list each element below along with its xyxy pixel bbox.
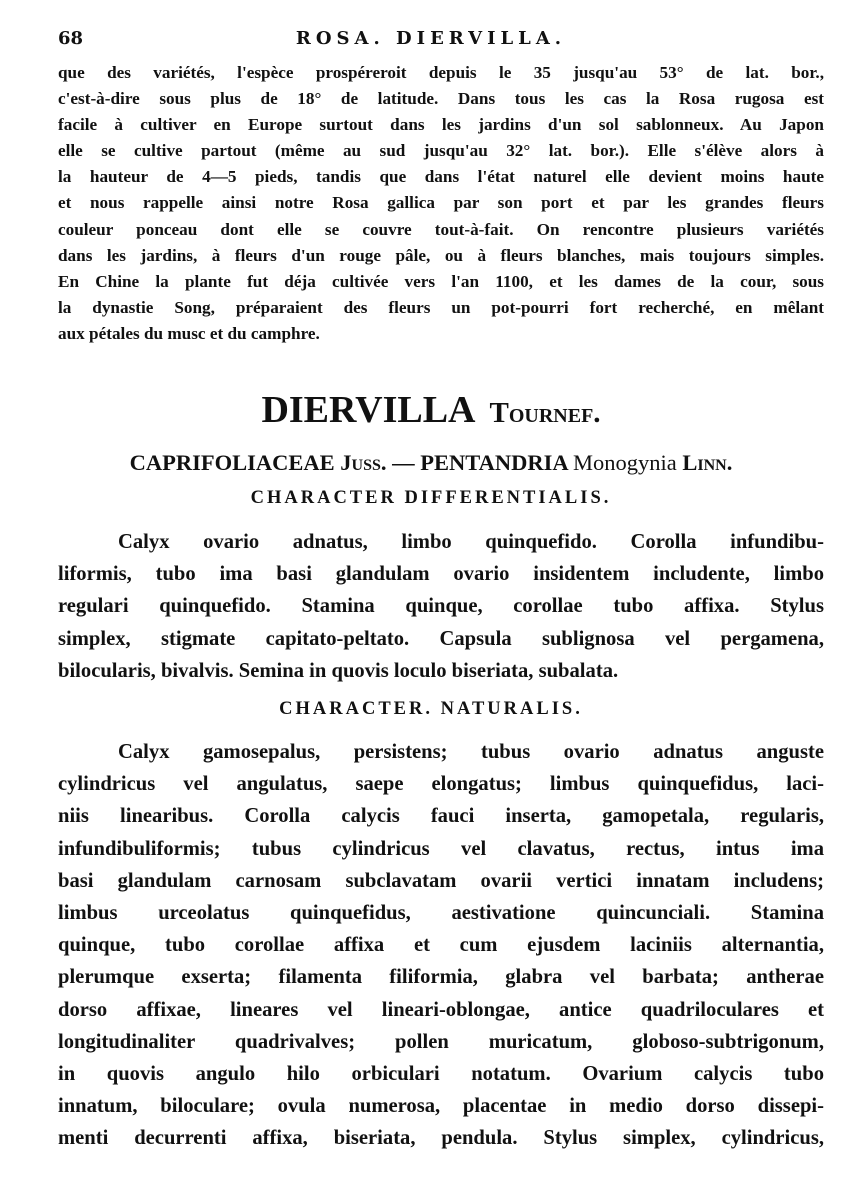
text-line: En Chine la plante fut déja cultivée vers l'an 1100, et les dames de la cour, sous	[58, 271, 824, 291]
text-line: facile à cultiver en Europe surtout dans les jardins d'un sol sablonneux. Au Japon	[58, 115, 824, 135]
text-line: et nous rappelle ainsi notre Rosa gallica par son port et par les grandes fleurs	[58, 193, 824, 213]
page-header	[58, 28, 804, 50]
genus-author: Tournef.	[489, 397, 601, 429]
text-line: Calyx ovario adnatus, limbo quinquefido. Corolla infundibu-	[118, 531, 824, 553]
text-line: plerumque exserta; filamenta filiformia, glabra vel barbata; antherae	[58, 966, 824, 989]
text-line: dorso affixae, lineares vel lineari-oblongae, antice quadriloculares et	[58, 998, 824, 1021]
text-line: Calyx gamosepalus, persistens; tubus ovario adnatus anguste	[118, 741, 824, 763]
text-line: la hauteur de 4—5 pieds, tandis que dans l'état naturel elle devient moins haute	[58, 167, 824, 187]
linnaean-class: PENTANDRIA	[420, 450, 568, 475]
linnaean-order: Monogynia	[573, 450, 677, 475]
text-line: c'est-à-dire sous plus de 18° de latitude. Dans tous les cas la Rosa rugosa est	[58, 89, 824, 109]
text-line: bilocularis, bivalvis. Semina in quovis loculo biseriata, subalata.	[58, 659, 619, 682]
section-title-natural: CHARACTER. NATURALIS.	[279, 699, 583, 719]
text-line: aux pétales du musc et du camphre.	[58, 323, 320, 343]
text-line: couleur ponceau dont elle se couvre tout-à-fait. On rencontre plusieurs variétés	[58, 219, 824, 239]
text-line: infundibuliformis; tubus cylindricus vel clavatus, rectus, intus ima	[58, 837, 824, 860]
text-line: niis linearibus. Corolla calycis fauci inserta, gamopetala, regularis,	[58, 805, 824, 828]
text-line: regulari quinquefido. Stamina quinque, corollae tubo affixa. Stylus	[58, 595, 824, 618]
text-line: quinque, tubo corollae affixa et cum ejusdem laciniis alternantia,	[58, 934, 824, 957]
text-line: in quovis angulo hilo orbiculari notatum. Ovarium calycis tubo	[58, 1063, 824, 1086]
text-line: longitudinaliter quadrivalves; pollen muricatum, globoso-subtrigonum,	[58, 1030, 824, 1053]
text-line: limbus urceolatus quinquefidus, aestivatione quincunciali. Stamina	[58, 902, 824, 925]
section-title-differential: CHARACTER DIFFERENTIALIS.	[250, 488, 612, 508]
text-line: que des variétés, l'espèce prospéreroit depuis le 35 jusqu'au 53° de lat. bor.,	[58, 63, 824, 82]
text-line: cylindricus vel angulatus, saepe elongatus; limbus quinquefidus, laci-	[58, 773, 824, 796]
text-line: menti decurrenti affixa, biseriata, pendula. Stylus simplex, cylindricus,	[58, 1127, 824, 1150]
running-title: ROSA. DIERVILLA.	[295, 28, 567, 49]
genus-heading	[0, 388, 862, 432]
text-line: elle se cultive partout (même au sud jusqu'au 32° lat. bor.). Elle s'élève alors à	[58, 141, 824, 161]
text-line: simplex, stigmate capitato-peltato. Capsula sublignosa vel pergamena,	[58, 627, 824, 650]
genus-name: DIERVILLA	[261, 389, 476, 431]
text-line: la dynastie Song, préparaient des fleurs un pot-pourri fort recherché, en mêlant	[58, 297, 824, 317]
text-line: innatum, biloculare; ovula numerosa, placentae in medio dorso dissepi-	[58, 1095, 824, 1118]
text-line: basi glandulam carnosam subclavatam ovarii vertici innatam includens;	[58, 869, 824, 892]
natural-paragraph	[58, 736, 824, 1155]
text-line: liformis, tubo ima basi glandulam ovario insidentem includente, limbo	[58, 563, 824, 586]
french-paragraph	[58, 60, 824, 347]
class-author: Linn.	[682, 450, 733, 475]
differential-paragraph	[58, 526, 824, 687]
separator-dash: —	[392, 450, 415, 475]
text-line: dans les jardins, à fleurs d'un rouge pâle, ou à fleurs blanches, mais toujours simples.	[58, 245, 824, 265]
page-number: 68	[58, 28, 84, 49]
classification-line	[0, 450, 862, 476]
family-author: Juss.	[340, 450, 387, 475]
family-name: CAPRIFOLIACEAE	[129, 450, 335, 475]
